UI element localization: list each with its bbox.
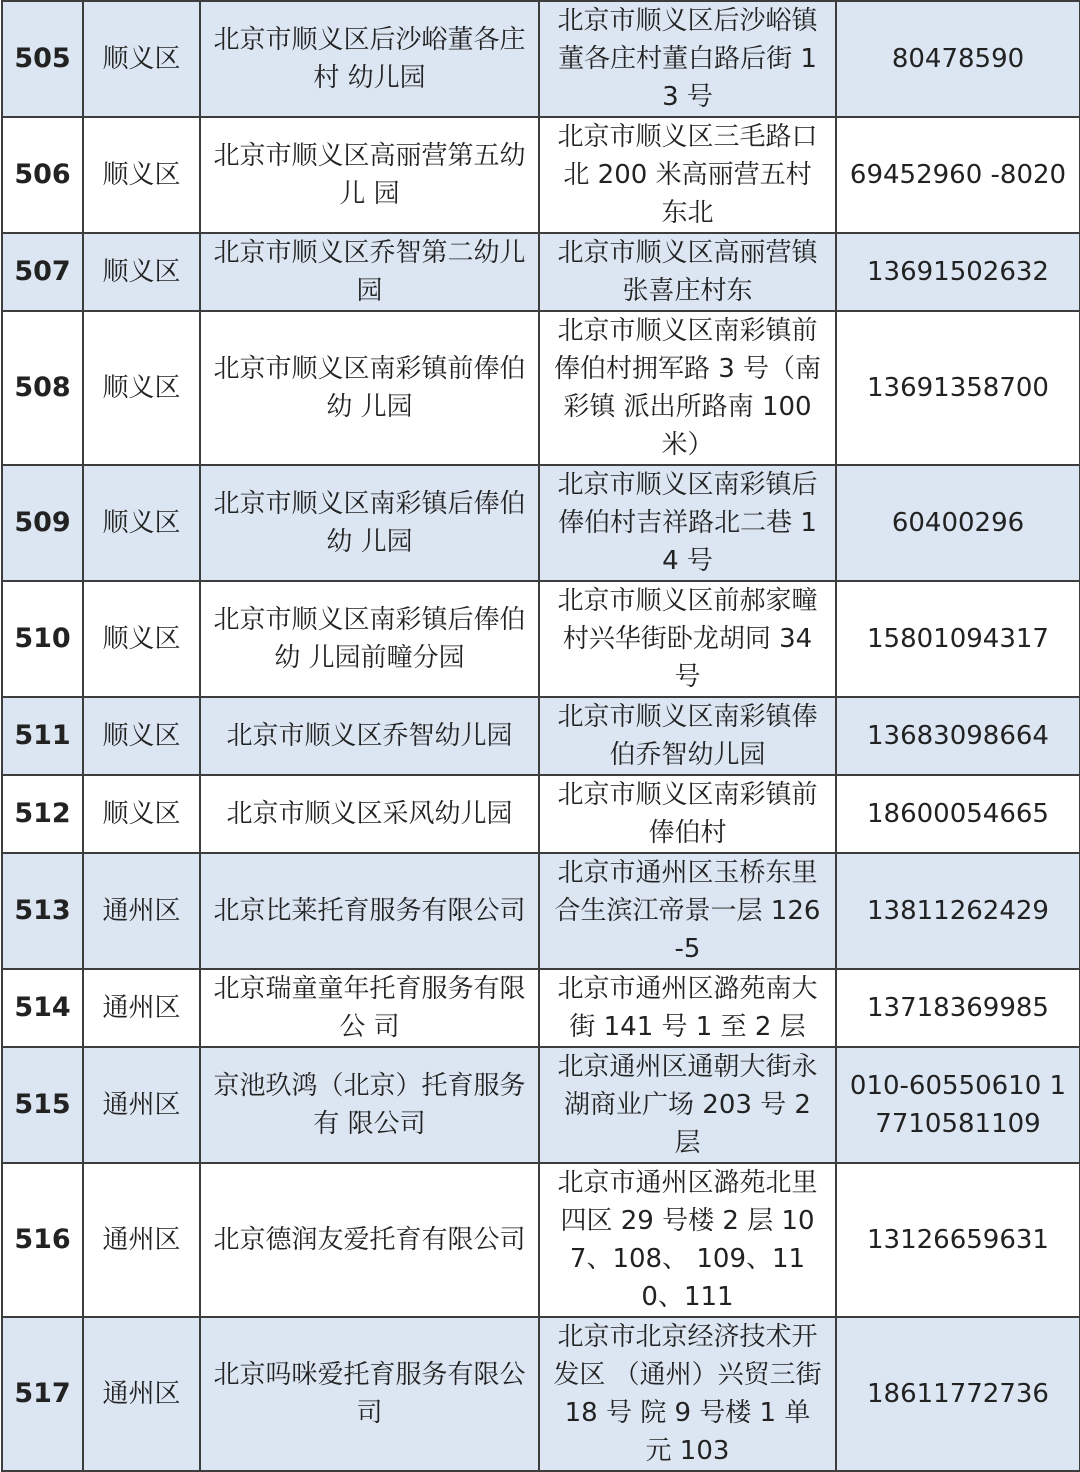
district-cell: 顺义区: [83, 233, 200, 311]
kindergarten-name-cell: 北京吗咪爱托育服务有限公司: [200, 1317, 539, 1471]
phone-cell: 13126659631: [836, 1163, 1080, 1317]
address-cell: 北京通州区通朝大街永湖商业广场 203 号 2 层: [539, 1047, 836, 1163]
district-cell: 通州区: [83, 853, 200, 969]
district-cell: 顺义区: [83, 775, 200, 853]
district-cell: 顺义区: [83, 311, 200, 465]
phone-cell: 13718369985: [836, 969, 1080, 1047]
address-cell: 北京市通州区潞苑北里四区 29 号楼 2 层 107、108、 109、110、111: [539, 1163, 836, 1317]
row-number: 506: [2, 117, 83, 233]
district-cell: 通州区: [83, 1163, 200, 1317]
row-number: 513: [2, 853, 83, 969]
row-number: 509: [2, 465, 83, 581]
address-cell: 北京市顺义区南彩镇前俸伯村: [539, 775, 836, 853]
address-cell: 北京市通州区玉桥东里合生滨江帝景一层 126-5: [539, 853, 836, 969]
kindergarten-name-cell: 北京市顺义区高丽营第五幼儿 园: [200, 117, 539, 233]
table-row: [2, 853, 1080, 969]
phone-cell: 13811262429: [836, 853, 1080, 969]
row-number: 508: [2, 311, 83, 465]
address-cell: 北京市顺义区后沙峪镇董各庄村董白路后街 13 号: [539, 1, 836, 117]
phone-cell: 69452960 -8020: [836, 117, 1080, 233]
kindergarten-name-cell: 北京市顺义区乔智幼儿园: [200, 697, 539, 775]
row-number: 517: [2, 1317, 83, 1471]
kindergarten-name-cell: 北京市顺义区南彩镇后俸伯幼 儿园前疃分园: [200, 581, 539, 697]
district-cell: 顺义区: [83, 117, 200, 233]
row-number: 510: [2, 581, 83, 697]
kindergarten-name-cell: 北京市顺义区乔智第二幼儿园: [200, 233, 539, 311]
table-row: [2, 311, 1080, 465]
row-number: 505: [2, 1, 83, 117]
phone-cell: 15801094317: [836, 581, 1080, 697]
address-cell: 北京市北京经济技术开发区 （通州）兴贸三街 18 号 院 9 号楼 1 单元 103: [539, 1317, 836, 1471]
table-row: [2, 1, 1080, 117]
row-number: 514: [2, 969, 83, 1047]
district-cell: 通州区: [83, 1047, 200, 1163]
address-cell: 北京市顺义区前郝家疃村兴华街卧龙胡同 34 号: [539, 581, 836, 697]
table-row: [2, 465, 1080, 581]
district-cell: 顺义区: [83, 465, 200, 581]
phone-cell: 13691502632: [836, 233, 1080, 311]
row-number: 511: [2, 697, 83, 775]
address-cell: 北京市顺义区南彩镇前俸伯村拥军路 3 号（南彩镇 派出所路南 100 米）: [539, 311, 836, 465]
phone-cell: 010-60550610 17710581109: [836, 1047, 1080, 1163]
kindergarten-name-cell: 北京德润友爱托育有限公司: [200, 1163, 539, 1317]
table-body: [2, 1, 1080, 1471]
phone-cell: 60400296: [836, 465, 1080, 581]
address-cell: 北京市通州区潞苑南大街 141 号 1 至 2 层: [539, 969, 836, 1047]
phone-cell: 18611772736: [836, 1317, 1080, 1471]
phone-cell: 13691358700: [836, 311, 1080, 465]
table-row: [2, 1163, 1080, 1317]
row-number: 516: [2, 1163, 83, 1317]
kindergarten-name-cell: 北京市顺义区采风幼儿园: [200, 775, 539, 853]
phone-cell: 80478590: [836, 1, 1080, 117]
table-row: [2, 1317, 1080, 1471]
district-cell: 通州区: [83, 969, 200, 1047]
address-cell: 北京市顺义区三毛路口北 200 米高丽营五村东北: [539, 117, 836, 233]
address-cell: 北京市顺义区南彩镇后俸伯村吉祥路北二巷 14 号: [539, 465, 836, 581]
address-cell: 北京市顺义区高丽营镇张喜庄村东: [539, 233, 836, 311]
phone-cell: 13683098664: [836, 697, 1080, 775]
district-cell: 顺义区: [83, 581, 200, 697]
row-number: 515: [2, 1047, 83, 1163]
table-row: [2, 233, 1080, 311]
district-cell: 顺义区: [83, 1, 200, 117]
table-row: [2, 969, 1080, 1047]
row-number: 507: [2, 233, 83, 311]
row-number: 512: [2, 775, 83, 853]
kindergarten-name-cell: 北京市顺义区后沙峪董各庄村 幼儿园: [200, 1, 539, 117]
address-cell: 北京市顺义区南彩镇俸伯乔智幼儿园: [539, 697, 836, 775]
kindergarten-name-cell: 北京市顺义区南彩镇前俸伯幼 儿园: [200, 311, 539, 465]
table-row: [2, 581, 1080, 697]
kindergarten-name-cell: 北京瑞童童年托育服务有限公 司: [200, 969, 539, 1047]
table-row: [2, 697, 1080, 775]
district-cell: 通州区: [83, 1317, 200, 1471]
table-row: [2, 1047, 1080, 1163]
kindergarten-name-cell: 北京比莱托育服务有限公司: [200, 853, 539, 969]
phone-cell: 18600054665: [836, 775, 1080, 853]
district-cell: 顺义区: [83, 697, 200, 775]
kindergarten-name-cell: 北京市顺义区南彩镇后俸伯幼 儿园: [200, 465, 539, 581]
kindergarten-name-cell: 京池玖鸿（北京）托育服务有 限公司: [200, 1047, 539, 1163]
table-row: [2, 775, 1080, 853]
table-row: [2, 117, 1080, 233]
kindergarten-table: [1, 0, 1080, 1472]
